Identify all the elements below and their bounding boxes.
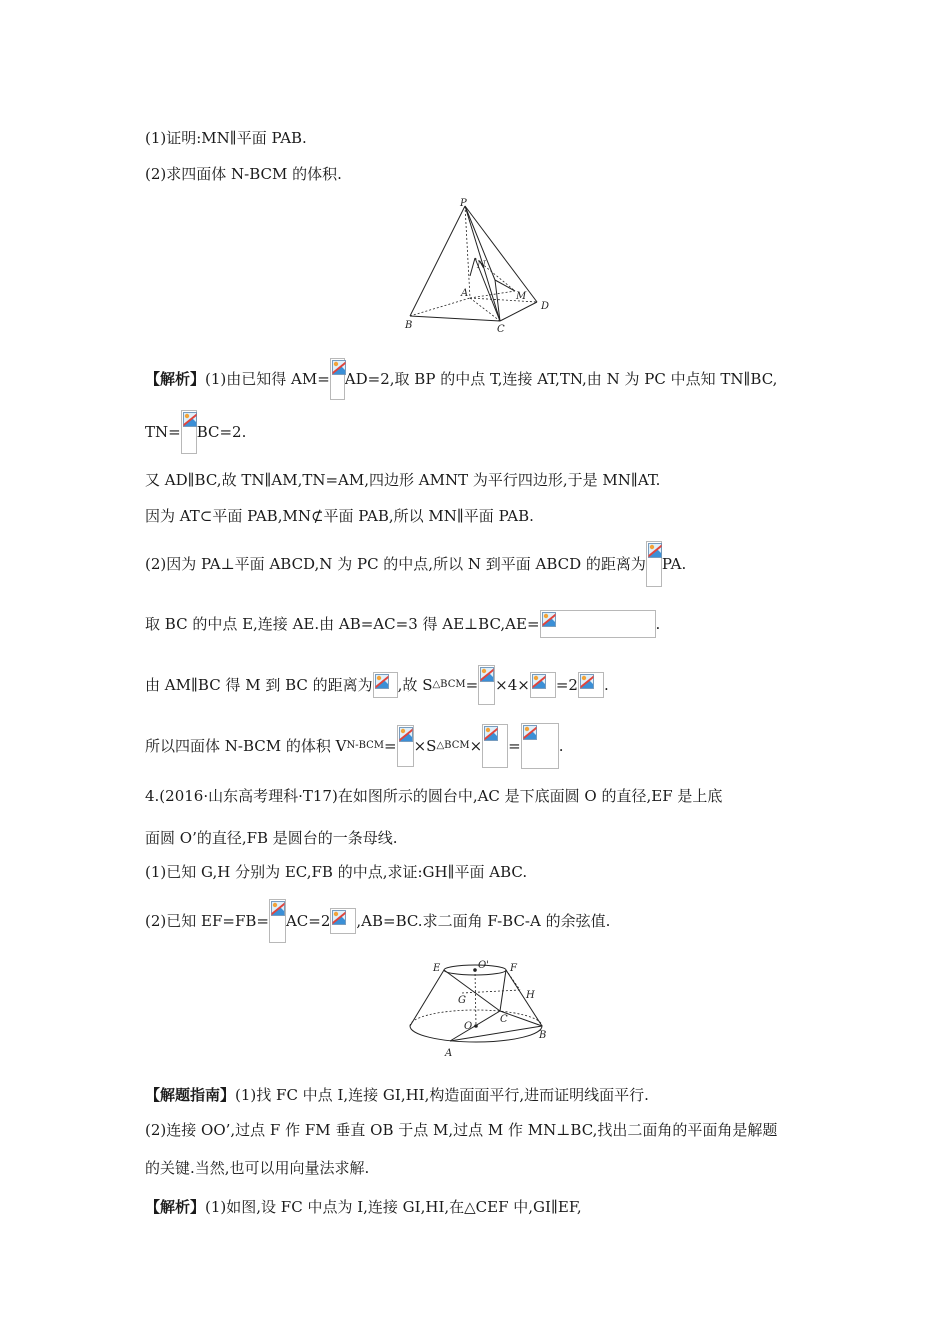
formula-placeholder <box>521 723 559 769</box>
sol3-line4: 因为 AT⊂平面 PAB,MN⊄平面 PAB,所以 MN∥平面 PAB. <box>145 507 534 525</box>
pyramid-label: B <box>405 320 413 331</box>
frustum-label: F <box>510 963 517 974</box>
sol3-line3: 又 AD∥BC,故 TN∥AM,TN=AM,四边形 AMNT 为平行四边形,于是 MN∥AT. <box>145 471 661 489</box>
solution-tag: 【解析】 <box>145 370 206 388</box>
frustum-label: B <box>539 1030 547 1041</box>
pyramid-label: N <box>477 260 486 271</box>
guide-tag: 【解题指南】 <box>145 1086 236 1104</box>
formula-placeholder <box>482 724 508 768</box>
sol3-line2: TN= BC=2. <box>145 409 246 454</box>
formula-placeholder <box>330 358 345 400</box>
formula-placeholder <box>330 908 356 934</box>
pyramid-label: P <box>460 198 467 209</box>
formula-placeholder <box>646 541 662 587</box>
sol4-line1: 【解析】(1)如图,设 FC 中点为 I,连接 GI,HI,在△CEF 中,GI∥EF, <box>145 1198 582 1216</box>
q4-part2: (2)已知 EF=FB= AC=2 ,AB=BC.求二面角 F-BC-A 的余弦值. <box>145 898 610 943</box>
q4-part1: (1)已知 G,H 分别为 EC,FB 的中点,求证:GH∥平面 ABC. <box>145 863 528 881</box>
q3-part2: (2)求四面体 N-BCM 的体积. <box>145 165 342 183</box>
formula-placeholder <box>269 899 286 943</box>
frustum-figure <box>402 958 562 1060</box>
solution-tag: 【解析】 <box>145 1198 206 1216</box>
sol3-line1: 【解析】(1)由已知得 AM= AD=2,取 BP 的中点 T,连接 AT,TN,由 N 为 PC 中点知 TN∥BC, <box>145 358 777 400</box>
formula-placeholder <box>478 665 495 705</box>
frustum-label: C <box>500 1014 508 1025</box>
formula-placeholder <box>373 672 398 698</box>
pyramid-label: A <box>461 288 469 299</box>
formula-placeholder <box>530 672 556 698</box>
guide-line2: (2)连接 OO’,过点 F 作 FM 垂直 OB 于点 M,过点 M 作 MN⊥BC,找出二面角的平面角是解题 <box>145 1121 778 1139</box>
pyramid-label: C <box>497 324 505 335</box>
sol3-line8: 所以四面体 N-BCM 的体积 VN-BCM= ×S△BCM× = . <box>145 722 564 769</box>
pyramid-figure <box>400 198 560 336</box>
frustum-label: H <box>526 990 535 1001</box>
sol3-line7: 由 AM∥BC 得 M 到 BC 的距离为 ,故 S△BCM= ×4× =2 . <box>145 664 609 705</box>
formula-placeholder <box>397 725 414 767</box>
pyramid-label: M <box>516 291 527 302</box>
frustum-label: E <box>433 963 441 974</box>
frustum-label: O' <box>478 960 489 971</box>
formula-placeholder <box>540 610 656 638</box>
q4-line1: 4.(2016·山东高考理科·T17)在如图所示的圆台中,AC 是下底面圆 O 的直径,EF 是上底 <box>145 787 723 805</box>
pyramid-label: D <box>541 301 550 312</box>
guide-line3: 的关键.当然,也可以用向量法求解. <box>145 1159 370 1177</box>
formula-placeholder <box>181 410 197 454</box>
sol3-line5: (2)因为 PA⊥平面 ABCD,N 为 PC 的中点,所以 N 到平面 ABCD 的距离为 PA. <box>145 540 686 587</box>
sol3-line6: 取 BC 的中点 E,连接 AE.由 AB=AC=3 得 AE⊥BC,AE= . <box>145 609 660 638</box>
formula-placeholder <box>578 672 604 698</box>
frustum-label: A <box>445 1048 453 1059</box>
frustum-label: G <box>458 995 466 1006</box>
guide-line1: 【解题指南】(1)找 FC 中点 I,连接 GI,HI,构造面面平行,进而证明线面平行. <box>145 1086 649 1104</box>
frustum-label: O <box>464 1021 473 1032</box>
q3-part1: (1)证明:MN∥平面 PAB. <box>145 129 307 147</box>
q4-line2: 面圆 O’的直径,FB 是圆台的一条母线. <box>145 829 398 847</box>
